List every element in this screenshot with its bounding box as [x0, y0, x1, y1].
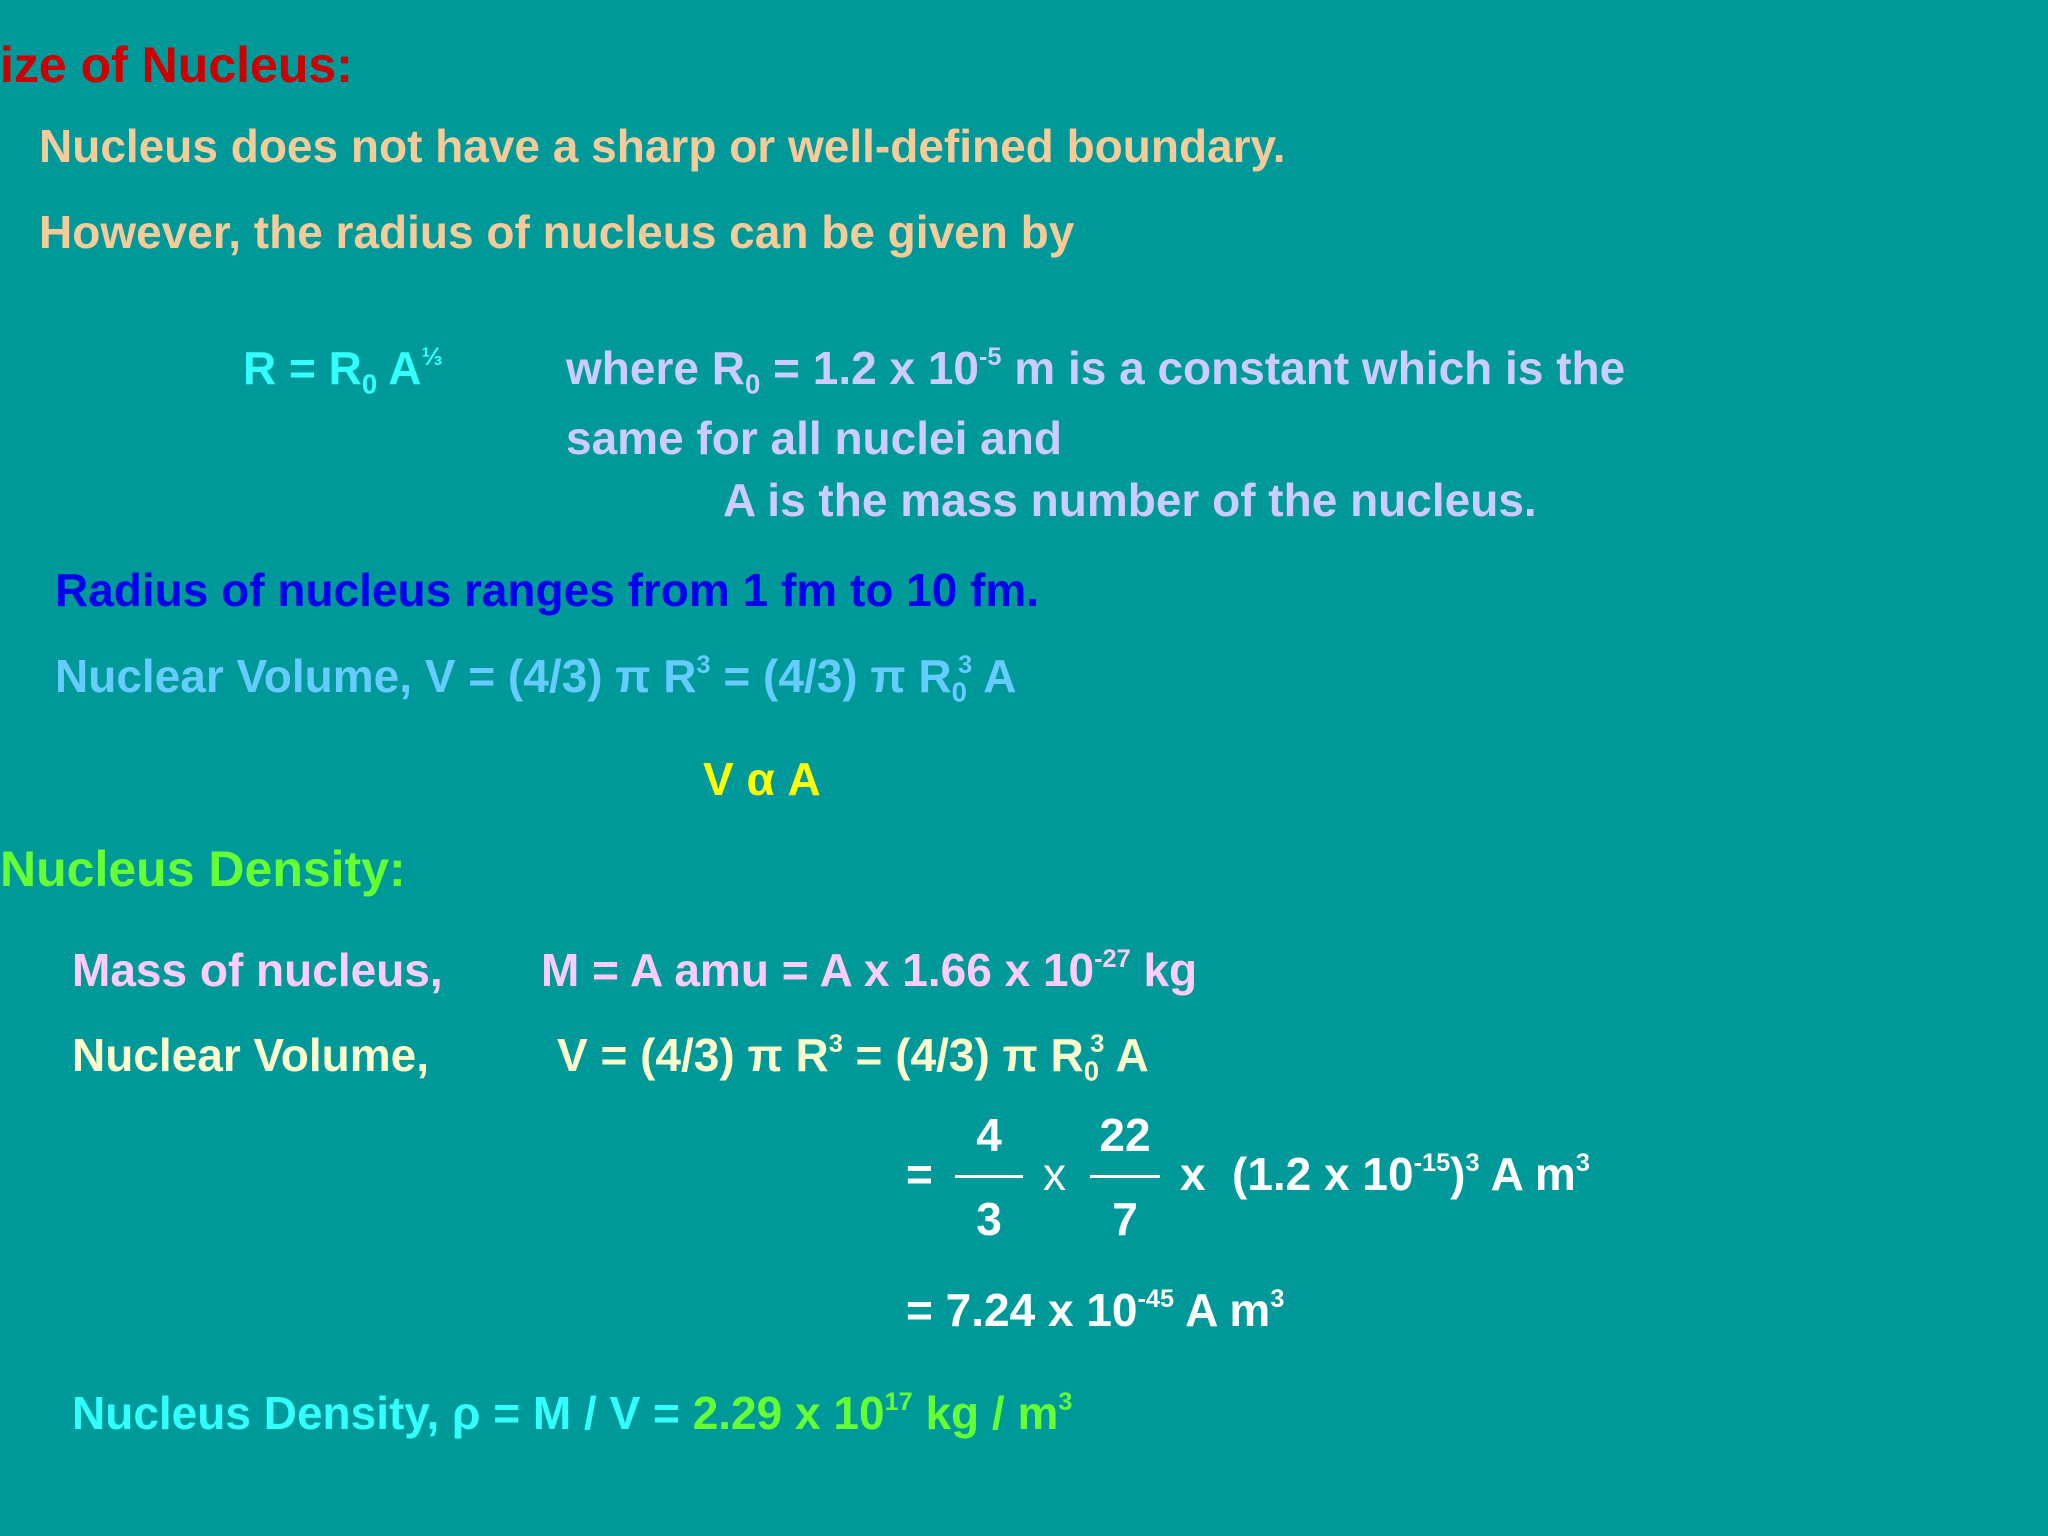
exponent: -5	[979, 343, 1002, 372]
section-heading-size: ize of Nucleus:	[0, 37, 353, 93]
fraction-bar	[955, 1175, 1023, 1178]
exponent: -27	[1094, 945, 1131, 974]
exponent: 3	[1270, 1285, 1285, 1314]
fraction-4-over-3	[954, 1109, 1024, 1245]
fraction-22-over-7	[1088, 1109, 1162, 1245]
fraction-denominator: 7	[1112, 1193, 1138, 1245]
proportionality: V α A	[703, 753, 821, 805]
exponent: -15	[1413, 1149, 1451, 1178]
section-heading-density: Nucleus Density:	[0, 841, 406, 897]
nuclear-volume-1	[55, 650, 1017, 708]
exponent: -45	[1137, 1285, 1175, 1314]
fraction-bar	[1090, 1175, 1160, 1178]
calc-text: (1.2 x 10	[1232, 1148, 1414, 1200]
volume-text: = (4/3) π R	[710, 650, 952, 702]
boundary-statement: Nucleus does not have a sharp or well-defined boundary.	[39, 120, 1286, 172]
density-unit: kg / m	[912, 1387, 1059, 1439]
where-suffix: m is a constant which is the	[1001, 342, 1626, 394]
where-constant: = 1.2 x 10	[760, 342, 979, 394]
density-value	[693, 1387, 1073, 1439]
result-text: = 7.24 x 10	[906, 1284, 1138, 1336]
density-label: Nucleus Density, ρ = M / V =	[72, 1387, 693, 1439]
calc-times-1: x	[1043, 1148, 1066, 1200]
volume-text: A	[1104, 1029, 1149, 1081]
exponent-one-third: ⅓	[421, 343, 443, 372]
nuclear-volume-2	[557, 1029, 1149, 1087]
calc-times-2: x	[1180, 1148, 1206, 1200]
nuclear-volume-label: Nuclear Volume,	[72, 1029, 430, 1081]
mass-text: M = A amu = A x 1.66 x 10	[541, 944, 1095, 996]
where-line-1	[566, 342, 1626, 400]
nucleus-density	[72, 1387, 1073, 1439]
radius-range: Radius of nucleus ranges from 1 fm to 10 fm.	[55, 564, 1040, 616]
volume-text: V = (4/3) π R	[557, 1029, 829, 1081]
exponent: 3	[828, 1030, 843, 1059]
subscript-zero: 0	[1083, 1055, 1100, 1087]
fraction-denominator: 3	[976, 1193, 1002, 1245]
calc-text: )	[1450, 1148, 1466, 1200]
mass-unit: kg	[1130, 944, 1198, 996]
volume-text: A	[972, 650, 1017, 702]
fraction-numerator: 22	[1099, 1109, 1151, 1161]
mass-label: Mass of nucleus,	[72, 944, 443, 996]
subscript-zero: 0	[361, 368, 378, 400]
exponent: 3	[696, 651, 711, 680]
result-text: A m	[1174, 1284, 1271, 1336]
radius-intro: However, the radius of nucleus can be given by	[39, 206, 1075, 258]
where-prefix: where R	[566, 342, 745, 394]
density-value-text: 2.29 x 10	[692, 1387, 885, 1439]
subscript-zero: 0	[744, 368, 761, 400]
exponent: 3	[1575, 1149, 1590, 1178]
where-line-3: A is the mass number of the nucleus.	[723, 474, 1537, 526]
subscript-zero: 0	[951, 676, 967, 708]
volume-result	[906, 1284, 1285, 1336]
exponent: 17	[884, 1388, 913, 1417]
fraction-numerator: 4	[976, 1109, 1002, 1161]
formula-lhs: R = R	[243, 342, 362, 394]
exponent: 3	[1090, 1030, 1105, 1059]
exponent: 3	[958, 651, 973, 680]
calc-tail	[1232, 1148, 1590, 1200]
exponent: 3	[1058, 1388, 1073, 1417]
where-line-2: same for all nuclei and	[566, 412, 1062, 464]
volume-text: = (4/3) π R	[842, 1029, 1084, 1081]
calc-equals: =	[906, 1148, 933, 1200]
calc-text: A m	[1479, 1148, 1576, 1200]
exponent: 3	[1465, 1149, 1480, 1178]
formula-a: A	[377, 342, 422, 394]
volume-text: Nuclear Volume, V = (4/3) π R	[55, 650, 697, 702]
radius-formula	[243, 342, 443, 400]
mass-expression	[541, 944, 1198, 996]
